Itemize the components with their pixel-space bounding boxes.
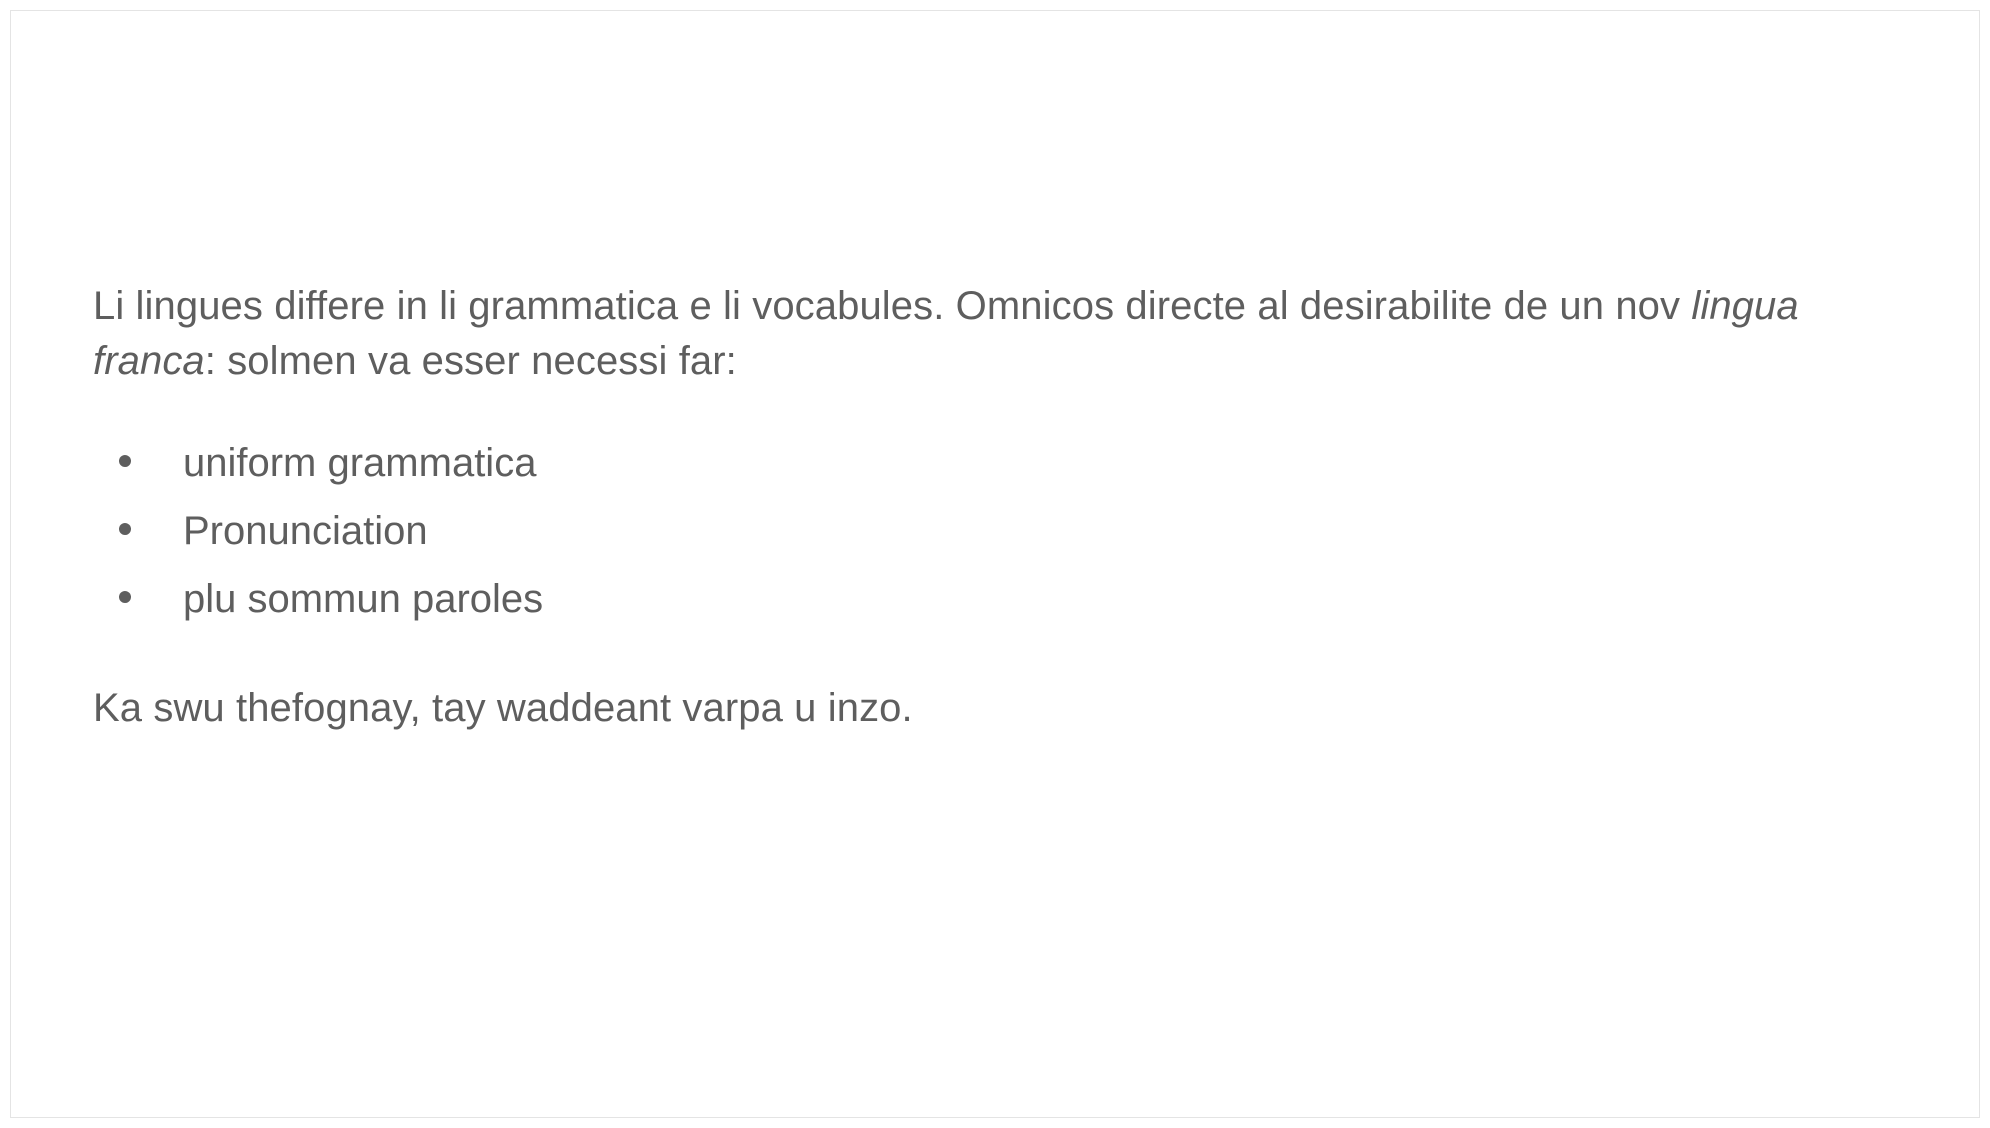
slide-content-body — [93, 279, 1909, 737]
bullet-dot-icon — [119, 455, 131, 467]
list-item-label: uniform grammatica — [183, 441, 537, 486]
slide-surface[interactable] — [10, 10, 1980, 1118]
intro-text-after-italic: : solmen va esser necessi far: — [204, 339, 737, 384]
intro-text-before-italic: Li lingues differe in li grammatica e li vocabules. Omnicos directe al desirabilite de un nov — [93, 284, 1692, 328]
intro-paragraph — [93, 279, 1909, 389]
bullet-list — [93, 441, 1909, 622]
intro-text-italic: lingua franca — [93, 284, 1799, 384]
list-item[interactable] — [93, 577, 1909, 622]
bullet-dot-icon — [119, 523, 131, 535]
bullet-dot-icon — [119, 591, 131, 603]
list-item[interactable] — [93, 509, 1909, 554]
list-item-label: plu sommun paroles — [183, 577, 544, 622]
closing-paragraph: Ka swu thefognay, tay waddeant varpa u inzo. — [93, 686, 913, 731]
list-item[interactable] — [93, 441, 1909, 486]
list-item-label: Pronunciation — [183, 509, 428, 554]
